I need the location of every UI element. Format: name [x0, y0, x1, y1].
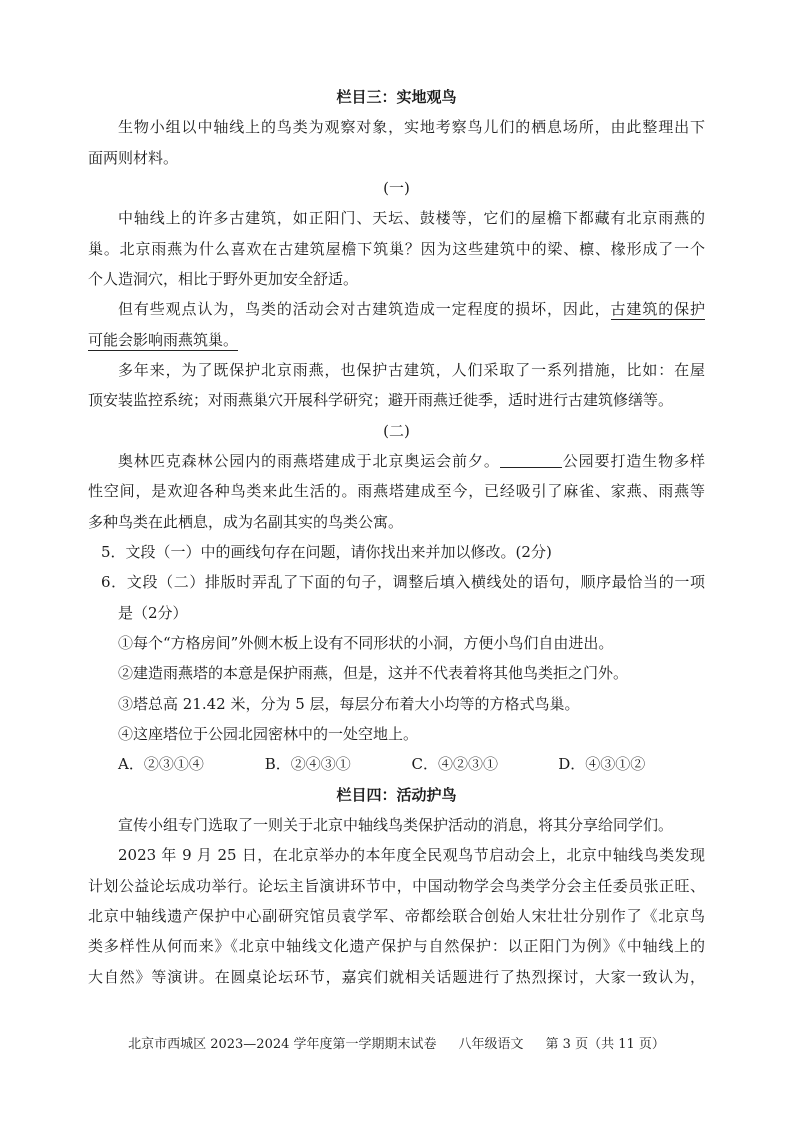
sentence-item: ③塔总高 21.42 米，分为 5 层，每层分布着大小均等的方格式鸟巢。 [118, 694, 580, 713]
material-1-paragraph-line: 个人造洞穴，相比于野外更加安全舒适。 [88, 269, 359, 288]
choice-a: A．②③①④ [118, 755, 204, 774]
paragraph-text: 奥林匹克森林公园内的雨燕塔建成于北京奥运会前夕。 [118, 451, 500, 470]
choice-d: D．④③①② [558, 755, 646, 774]
footer-subject: 八年级语文 [458, 1037, 524, 1052]
material-1-underlined-paragraph-line [88, 325, 705, 355]
underlined-sentence: 可能会影响雨燕筑巢。 [88, 330, 239, 349]
material-1-underlined-paragraph-line [88, 294, 705, 324]
material-1-paragraph-line: 顶安装监控系统；对雨燕巢穴开展科学研究；避开雨燕迁徙季，适时进行古建筑修缮等。 [88, 391, 674, 410]
choice-options [88, 749, 705, 779]
material-2-paragraph-line [88, 446, 705, 476]
underlined-sentence: 古建筑的保护 [610, 300, 705, 319]
material-1-label: (一) [383, 178, 410, 197]
news-line: 2023 年 9 月 25 日，在北京举办的本年度全民观鸟节启动会上，北京中轴线鸟类发现 [118, 846, 705, 865]
material-2-label: (二) [383, 421, 410, 440]
footer-page-number: 第 3 页（共 11 页） [545, 1037, 665, 1052]
news-line: 大自然》等演讲。在圆桌论坛环节，嘉宾们就相关话题进行了热烈探讨，大家一致认为， [88, 967, 705, 986]
paragraph-text: 但有些观点认为，鸟类的活动会对古建筑造成一定程度的损坏，因此， [118, 300, 611, 319]
choice-c: C．④②③① [411, 755, 498, 774]
material-1-paragraph-line: 多年来，为了既保护北京雨燕，也保护古建筑，人们采取了一系列措施，比如：在屋 [118, 360, 705, 379]
news-line: 计划公益论坛成功举行。论坛主旨演讲环节中，中国动物学会鸟类学分会主任委员张正旺、 [88, 876, 705, 895]
sentence-item: ②建造雨燕塔的本意是保护雨燕，但是，这并不代表着将其他鸟类拒之门外。 [118, 664, 629, 683]
section-3-title: 栏目三：实地观鸟 [336, 88, 457, 106]
material-1-paragraph-line: 中轴线上的许多古建筑，如正阳门、天坛、鼓楼等，它们的屋檐下都藏有北京雨燕的 [118, 209, 705, 228]
paragraph-text: 公园要打造生物多样 [561, 451, 705, 470]
section-3-intro-line: 面两则材料。 [88, 148, 179, 167]
material-1-paragraph-line: 巢。北京雨燕为什么喜欢在古建筑屋檐下筑巢？因为这些建筑中的梁、檩、椽形成了一个 [88, 239, 705, 258]
material-2-paragraph-line: 多种鸟类在此栖息，成为名副其实的鸟类公寓。 [88, 512, 404, 531]
footer-exam-name: 北京市西城区 2023—2024 学年度第一学期期末试卷 [128, 1037, 437, 1052]
question-6-line: 是（2分） [118, 603, 188, 622]
sentence-item: ①每个“方格房间”外侧木板上设有不同形状的小洞，方便小鸟们自由进出。 [118, 633, 614, 652]
question-5: 5．文段（一）中的画线句存在问题，请你找出来并加以修改。(2分) [101, 542, 552, 561]
choice-b: B．②④③① [264, 755, 351, 774]
news-line: 类多样性从何而来》《北京中轴线文化遗产保护与自然保护：以正阳门为例》《中轴线上的 [88, 937, 705, 956]
section-4-intro: 宣传小组专门选取了一则关于北京中轴线鸟类保护活动的消息，将其分享给同学们。 [118, 815, 674, 834]
sentence-item: ④这座塔位于公园北园密林中的一处空地上。 [118, 724, 419, 743]
news-line: 北京中轴线遗产保护中心副研究馆员袁学军、帝都绘联合创始人宋壮壮分别作了《北京鸟 [88, 906, 705, 925]
material-2-paragraph-line: 性空间，是欢迎各种鸟类来此生活的。雨燕塔建成至今，已经吸引了麻雀、家燕、雨燕等 [88, 482, 705, 501]
section-3-intro-line: 生物小组以中轴线上的鸟类为观察对象，实地考察鸟儿们的栖息场所，由此整理出下 [118, 118, 705, 137]
question-6-line: 6．文段（二）排版时弄乱了下面的句子，调整后填入横线处的语句，顺序最恰当的一项 [101, 573, 705, 592]
section-4-title: 栏目四：活动护鸟 [336, 785, 457, 804]
exam-page [88, 82, 705, 992]
page-footer [0, 1036, 793, 1054]
answer-blank [500, 451, 562, 468]
